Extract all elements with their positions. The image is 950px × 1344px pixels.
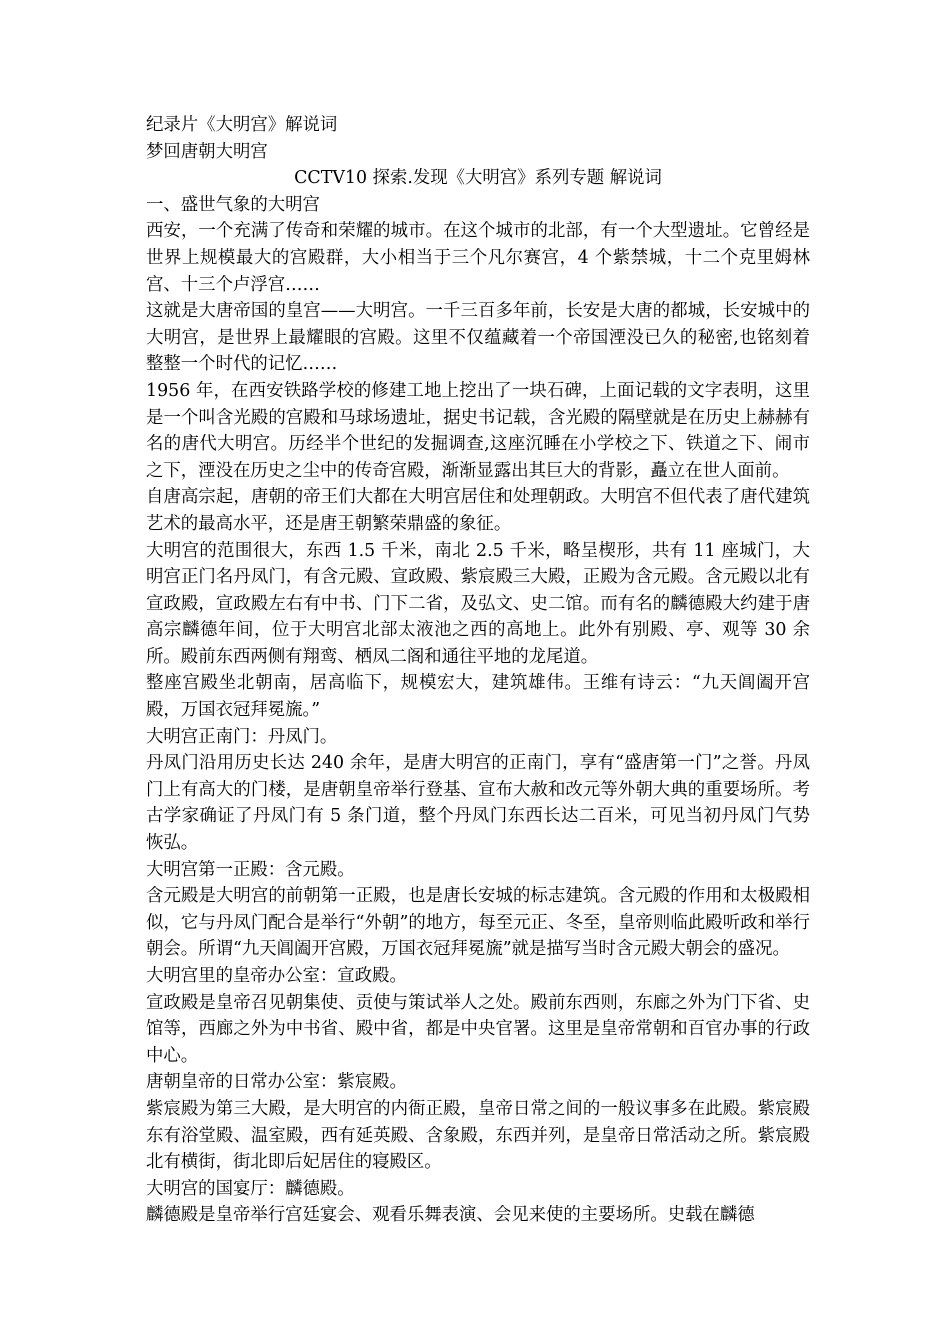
paragraph: 整座宫殿坐北朝南，居高临下，规模宏大，建筑雄伟。王维有诗云：“九天阊阖开宫殿，万国衣冠拜冕旒。” [146,673,810,721]
paragraph: 丹凤门沿用历史长达 240 余年，是唐大明宫的正南门，享有“盛唐第一门”之誉。丹凤门上有高大的门楼，是唐朝皇帝举行登基、宣布大赦和改元等外朝大典的重要场所。考古学家确证了丹凤门有 5 条门道，整个丹凤门东西长达二百米，可见当初丹凤门气势恢弘。 [146,753,810,854]
paragraph: 这就是大唐帝国的皇宫——大明宫。一千三百多年前，长安是大唐的都城，长安城中的大明宫，是世界上最耀眼的宫殿。这里不仅蕴藏着一个帝国湮没已久的秘密,也铭刻着整整一个时代的记忆…… [146,301,810,375]
paragraph: 大明宫的范围很大，东西 1.5 千米，南北 2.5 千米，略呈楔形，共有 11 座城门，大明宫正门名丹凤门，有含元殿、宣政殿、紫宸殿三大殿，正殿为含元殿。含元殿以北有宣政殿，宣政殿左右有中书、门下二省，及弘文、史二馆。而有名的麟德殿大约建于唐高宗麟德年间，位于大明宫北部太液池之西的高地上。此外有别殿、亭、观等 30 余所。殿前东西两侧有翔鸾、栖凤二阁和通往平地的龙尾道。 [146,540,810,667]
paragraph: 紫宸殿为第三大殿，是大明宫的内衙正殿，皇帝日常之间的一般议事多在此殿。紫宸殿东有浴堂殿、温室殿，西有延英殿、含象殿，东西并列，是皇帝日常活动之所。紫宸殿北有横街，街北即后妃居住的寝殿区。 [146,1098,810,1173]
document-subtitle: 梦回唐朝大明宫 [146,141,268,162]
paragraph: 西安，一个充满了传奇和荣耀的城市。在这个城市的北部，有一个大型遗址。它曾经是世界上规模最大的宫殿群，大小相当于三个凡尔赛宫，4 个紫禁城，十二个克里姆林宫、十三个卢浮宫…… [146,221,810,295]
series-line: CCTV10 探索.发现《大明宫》系列专题 解说词 [294,168,662,189]
document-title: 纪录片《大明宫》解说词 [146,115,338,135]
subheading: 大明宫的国宴厅：麟德殿。 [146,1178,355,1199]
paragraph: 宣政殿是皇帝召见朝集使、贡使与策试举人之处。殿前东西则，东廊之外为门下省、史馆等，西廊之外为中书省、殿中省，都是中央官署。这里是皇帝常朝和百官办事的行政中心。 [146,992,810,1066]
paragraph: 麟德殿是皇帝举行宫廷宴会、观看乐舞表演、会见来使的主要场所。史载在麟德 [146,1205,755,1226]
paragraph: 1956 年，在西安铁路学校的修建工地上挖出了一块石碑，上面记载的文字表明，这里是一个叫含光殿的宫殿和马球场遗址，据史书记载，含光殿的隔壁就是在历史上赫赫有名的唐代大明宫。历经半个世纪的发掘调查,这座沉睡在小学校之下、铁道之下、闹市之下，湮没在历史之尘中的传奇宫殿，渐渐显露出其巨大的背影，矗立在世人面前。 [146,380,810,481]
section-heading: 一、盛世气象的大明宫 [146,194,320,215]
paragraph: 含元殿是大明宫的前朝第一正殿，也是唐长安城的标志建筑。含元殿的作用和太极殿相似，它与丹凤门配合是举行“外朝”的地方，每至元正、冬至，皇帝则临此殿听政和举行朝会。所谓“九天阊阖开宫殿，万国衣冠拜冕旒”就是描写当时含元殿大朝会的盛况。 [146,886,810,960]
paragraph: 自唐高宗起，唐朝的帝王们大都在大明宫居住和处理朝政。大明宫不但代表了唐代建筑艺术的最高水平，还是唐王朝繁荣鼎盛的象征。 [146,487,810,534]
subheading: 大明宫正南门：丹凤门。 [146,726,338,747]
subheading: 唐朝皇帝的日常办公室：紫宸殿。 [146,1072,407,1093]
subheading: 大明宫里的皇帝办公室：宣政殿。 [146,966,407,986]
document-page [146,112,810,1229]
subheading: 大明宫第一正殿：含元殿。 [146,859,355,880]
